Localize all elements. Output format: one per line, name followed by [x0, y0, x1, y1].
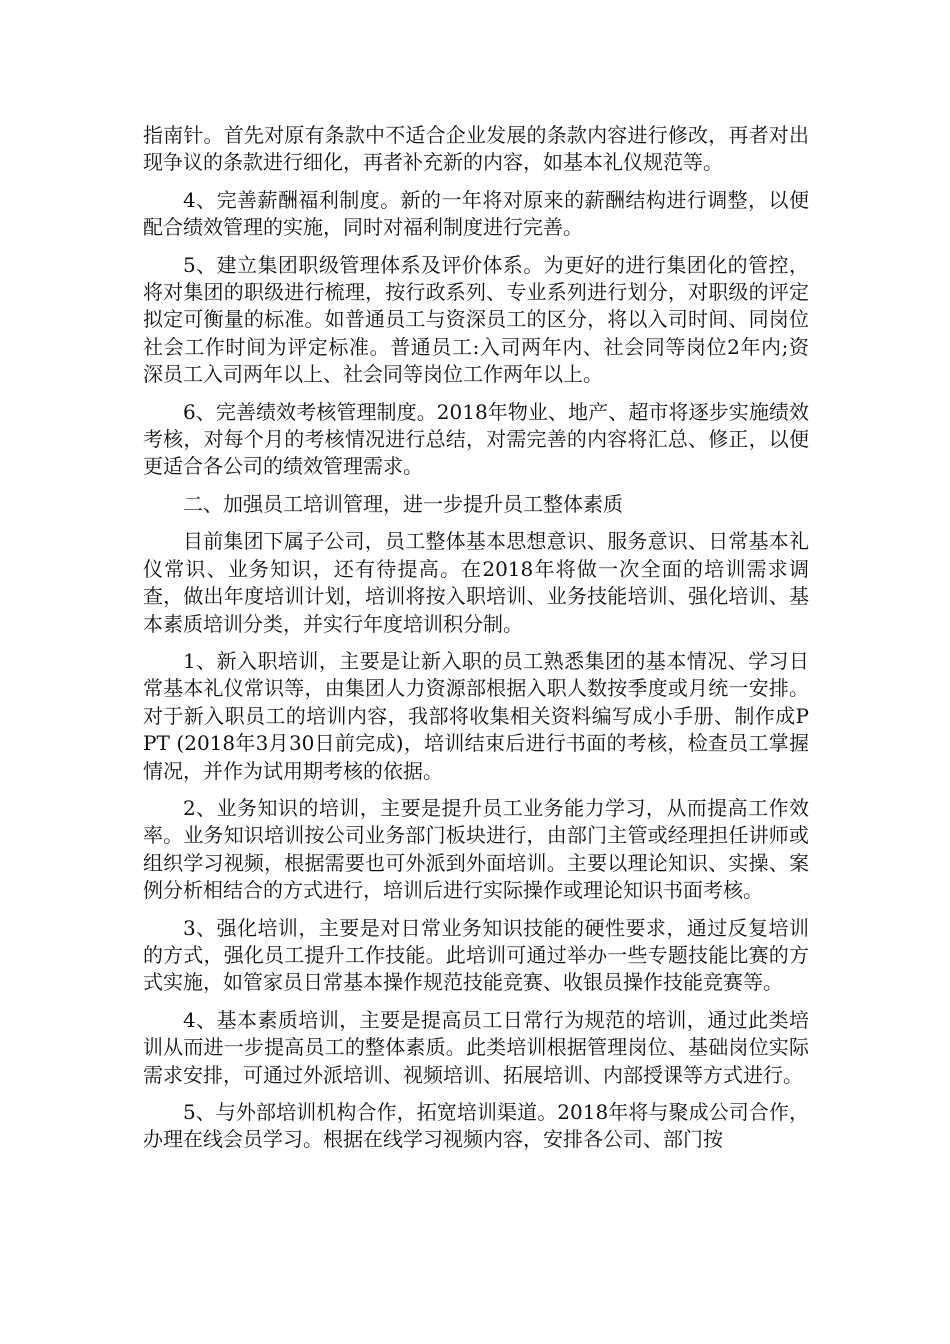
paragraph-training-overview: 目前集团下属子公司，员工整体基本思想意识、服务意识、日常基本礼仪常识、业务知识，还有待提高。在2018年将做一次全面的培训需求调查，做出年度培训计划，培训将按入职培训、业务技能培训、强化培训、基本素质培训分类，并实行年度培训积分制。: [143, 529, 809, 636]
paragraph-salary-welfare: 4、完善薪酬福利制度。新的一年将对原来的薪酬结构进行调整，以便配合绩效管理的实施，同时对福利制度进行完善。: [143, 187, 809, 240]
paragraph-business-knowledge-training: 2、业务知识的培训，主要是提升员工业务能力学习，从而提高工作效率。业务知识培训按公司业务部门板块进行，由部门主管或经理担任讲师或组织学习视频，根据需要也可外派到外面培训。主要以理论知识、实操、案例分析相结合的方式进行，培训后进行实际操作或理论知识书面考核。: [143, 795, 809, 903]
paragraph-basic-quality-training: 4、基本素质培训，主要是提高员工日常行为规范的培训，通过此类培训从而进一步提高员工的整体素质。此类培训根据管理岗位、基础岗位实际需求安排，可通过外派培训、视频培训、拓展培训、内部授课等方式进行。: [143, 1007, 809, 1087]
paragraph-onboarding-training: 1、新入职培训，主要是让新入职的员工熟悉集团的基本情况、学习日常基本礼仪常识等，由集团人力资源部根据入职人数按季度或月统一安排。对于新入职员工的培训内容，我部将收集相关资料编写成小手册、制作成PPT (2018年3月30日前完成)，培训结束后进行书面的考核，检查员工掌握情况，并作为试用期考核的依据。: [143, 648, 809, 783]
paragraph-performance-appraisal: 6、完善绩效考核管理制度。2018年物业、地产、超市将逐步实施绩效考核，对每个月的考核情况进行总结，对需完善的内容将汇总、修正，以便更适合各公司的绩效管理需求。: [143, 399, 809, 479]
document-body: [143, 122, 809, 1164]
section-heading-training: 二、加强员工培训管理，进一步提升员工整体素质: [183, 491, 623, 516]
paragraph-intensive-training: 3、强化培训，主要是对日常业务知识技能的硬性要求，通过反复培训的方式，强化员工提升工作技能。此培训可通过举办一些专题技能比赛的方式实施，如管家员日常基本操作规范技能竞赛、收银员操作技能竞赛等。: [143, 915, 809, 995]
paragraph-job-level-system: 5、建立集团职级管理体系及评价体系。为更好的进行集团化的管控，将对集团的职级进行梳理，按行政系列、专业系列进行划分，对职级的评定拟定可衡量的标准。如普通员工与资深员工的区分，将以入司时间、同岗位社会工作时间为评定标准。普通员工:入司两年内、社会同等岗位2年内;资深员工入司两年以上、社会同等岗位工作两年以上。: [143, 252, 809, 387]
paragraph-external-training: 5、与外部培训机构合作，拓宽培训渠道。2018年将与聚成公司合作，办理在线会员学习。根据在线学习视频内容，安排各公司、部门按: [143, 1100, 809, 1152]
paragraph-continuation: 指南针。首先对原有条款中不适合企业发展的条款内容进行修改，再者对出现争议的条款进行细化，再者补充新的内容，如基本礼仪规范等。: [143, 123, 809, 175]
